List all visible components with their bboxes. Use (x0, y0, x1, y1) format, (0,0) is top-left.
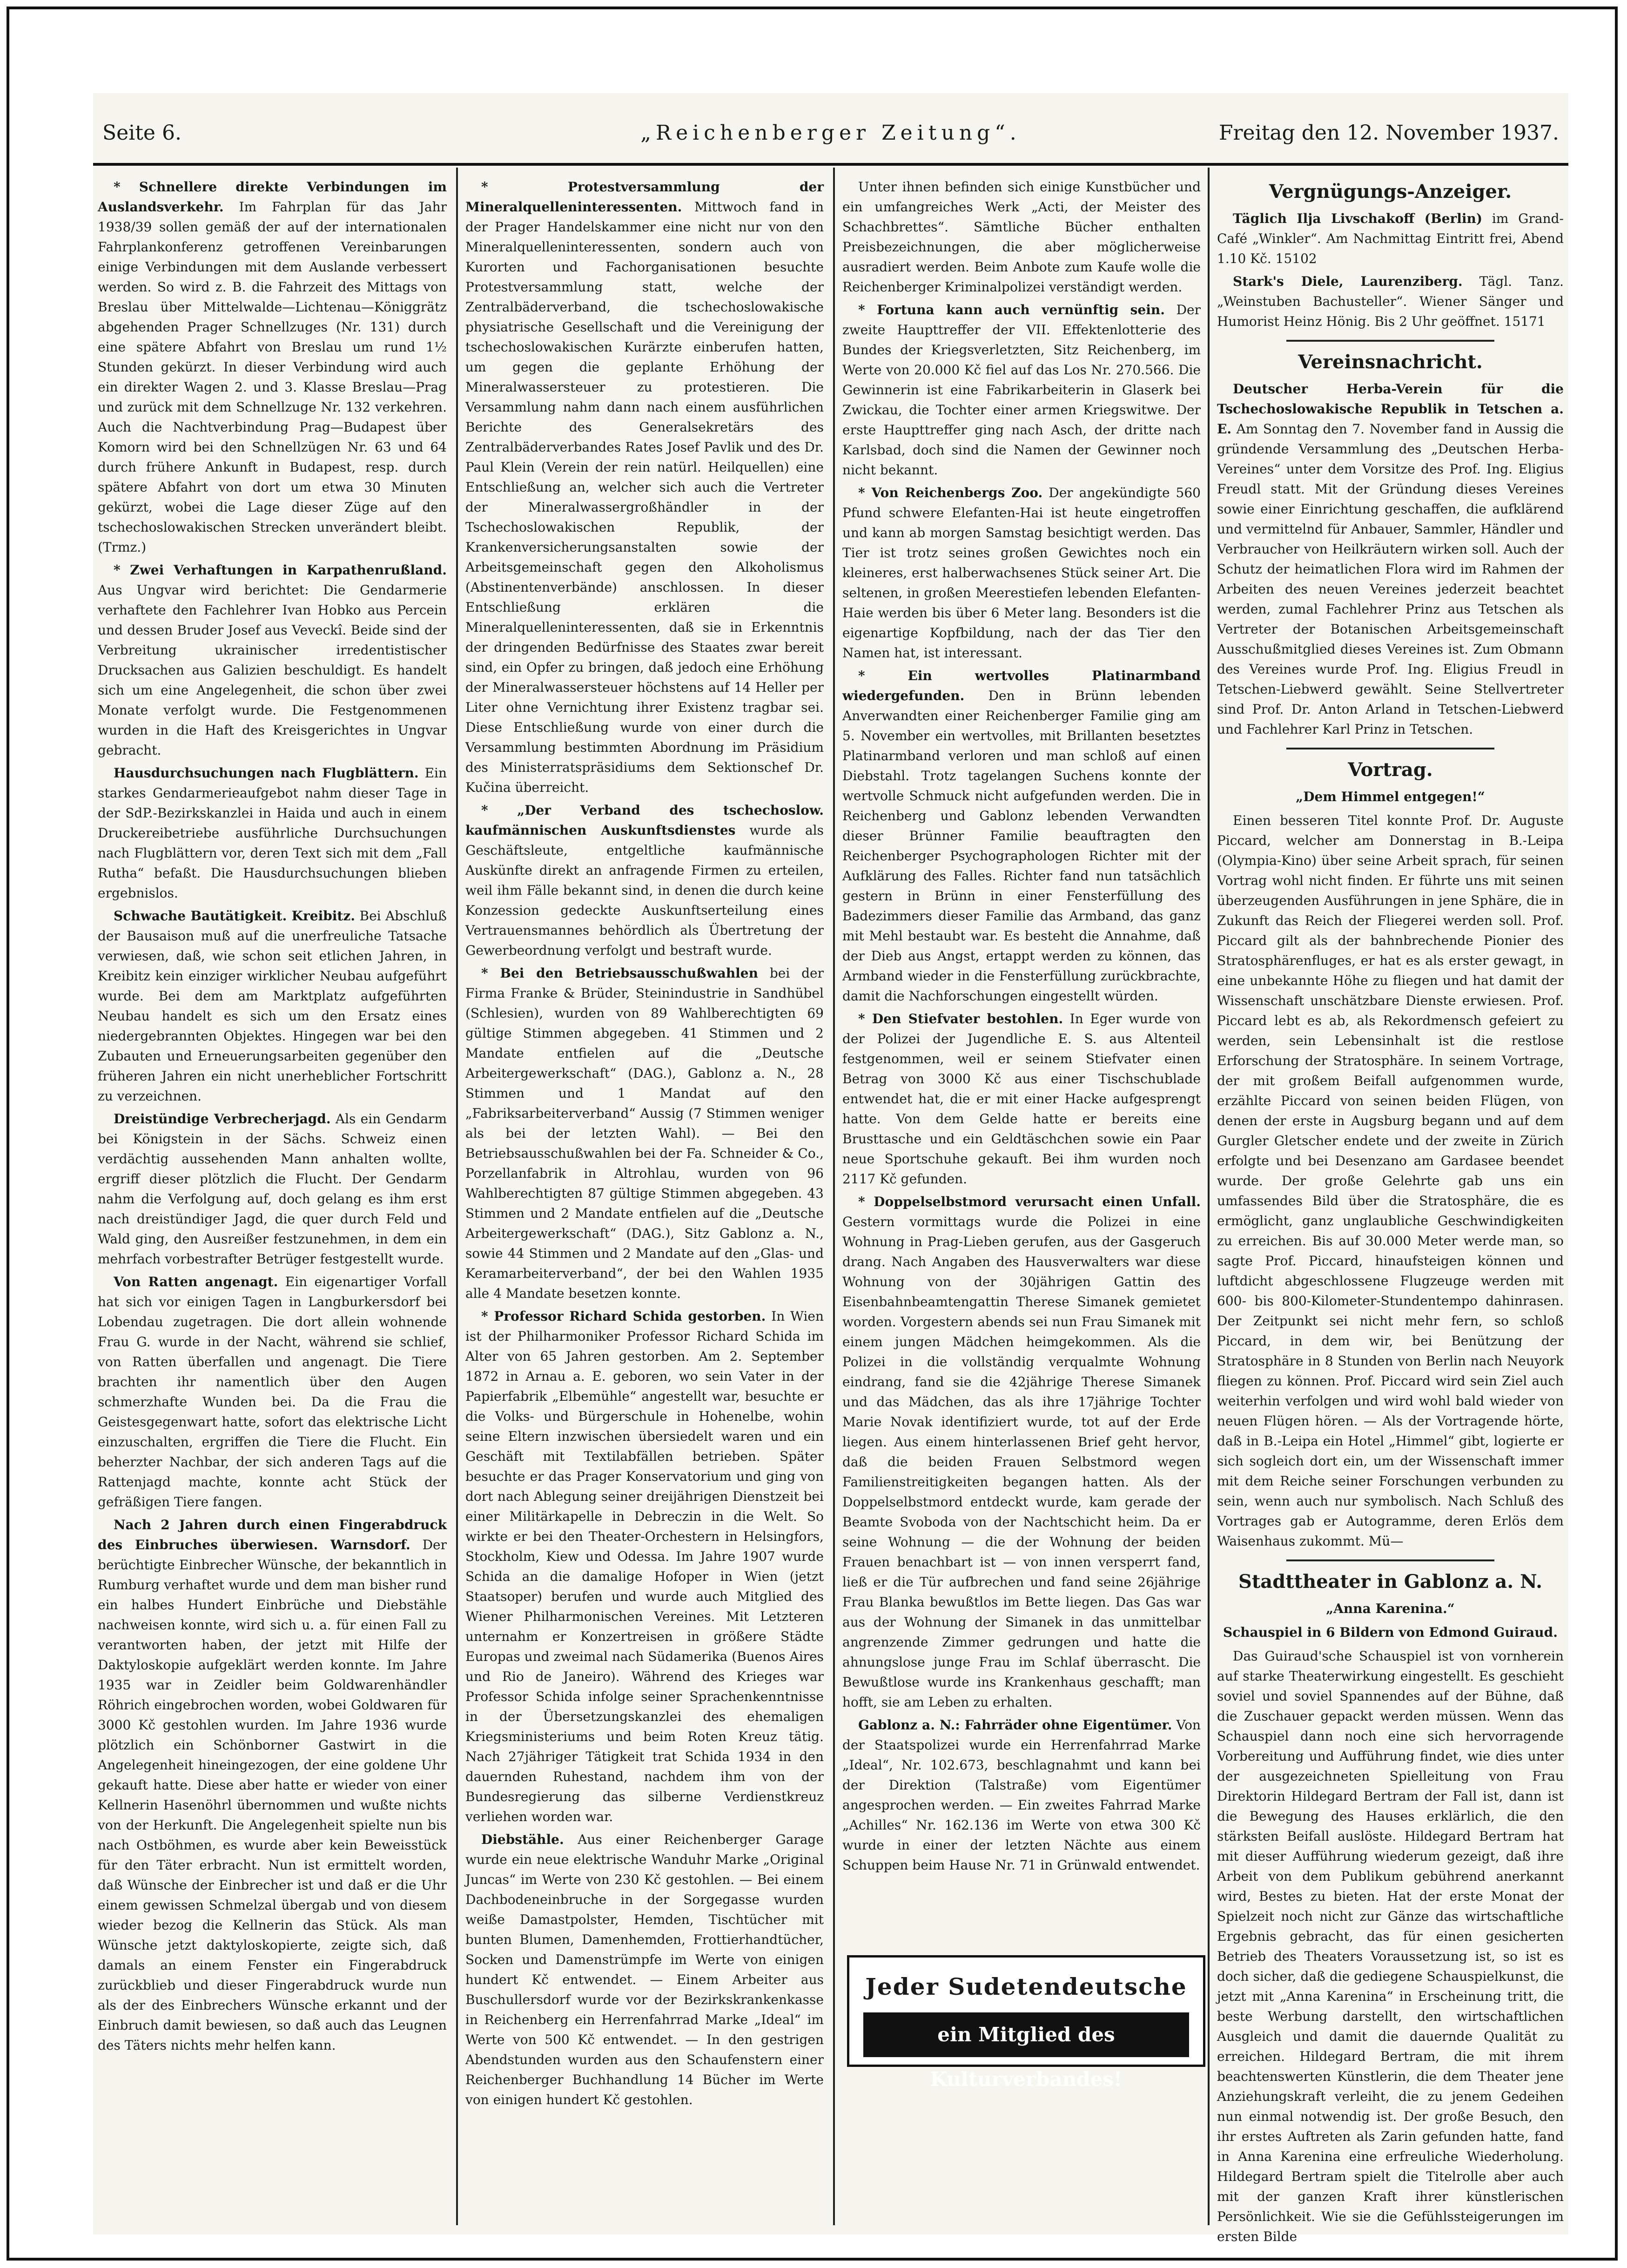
article (1217, 209, 1564, 269)
article (1217, 379, 1564, 739)
article (842, 1715, 1201, 1875)
article-headline: * Ein wertvolles Platinarmband wiedergefunden. (842, 668, 1201, 703)
column-1 (98, 177, 447, 2225)
article-headline: * Professor Richard Schida gestorben. (481, 1309, 766, 1324)
article-body: im Grand-Café „Winkler“. Am Nachmittag Eintritt frei, Abend 1.10 Kč. 15102 (1217, 211, 1564, 266)
newspaper-page (93, 93, 1568, 2244)
article-body: Aus Ungvar wird berichtet: Die Gendarmerie verhaftete den Fachlehrer Ivan Hobko aus Percein und dessen Bruder Josef aus Veveckî. Beide sind der Verbreitung ukrainischer irredentistischer Drucksachen aus Galizien beschuldigt. Es handelt sich um eine Angelegenheit, die schon über zwei Monate verfolgt wurde. Die Festgenommenen wurden in die Haft des Kreisgerichtes in Ungvar gebracht. (98, 582, 447, 758)
article-body: Tägl. Tanz. „Weinstuben Bachusteller“. Wiener Sänger und Humorist Heinz Hönig. Bis 2 Uhr geöffnet. 15171 (1217, 274, 1564, 329)
article-body: Bei Abschluß der Bausaison muß auf die unerfreuliche Tatsache verwiesen, daß, wie schon seit etlichen Jahren, in Kreibitz kein einziger wirklicher Neubau aufgeführt wurde. Bei dem am Marktplatz aufgeführten Neubau handelt es sich um den Ersatz eines niedergebrannten Objektes. Hingegen war bei den Zubauten und Erneuerungsarbeiten gegenüber den früheren Jahren ein nicht unerheblicher Fortschritt zu verzeichnen. (98, 908, 447, 1104)
article (842, 1009, 1201, 1189)
newspaper-title: „Reichenberger Zeitung“. (640, 121, 1021, 145)
article (465, 800, 824, 960)
theater-play-title: „Anna Karenina.“ (1326, 1601, 1455, 1616)
article-headline: Diebstähle. (481, 1832, 564, 1847)
article-body: wurde als Geschäftsleute, entgeltliche kaufmännische Auskünfte direkt an anfragende Firmen zu erteilen, weil ihm Fälle bekannt sind, in denen die durch keine Konzession gedeckte Auskunftserteilung eines Vertrauensmannes behördlich als Übertretung der Gewerbeordnung verfolgt und bestraft wurde. (465, 823, 824, 958)
article-body: bei der Firma Franke & Brüder, Steinindustrie in Sandhübel (Schlesien), wurden von 89 Wahlberechtigten 69 gültige Stimmen abgegeben. 41 Stimmen und 2 Mandate entfielen auf die „Deutsche Arbeitergewerkschaft“ (DAG.), Gablonz a. N., 28 Stimmen und 1 Mandat auf den „Fabriksarbeiterverband“ Aussig (7 Stimmen weniger als bei der letzten Wahl). — Bei den Betriebsausschußwahlen bei der Fa. Schneider & Co., Porzellanfabrik in Altrohlau, wurden von 96 Wahlberechtigten 87 gültige Stimmen abgegeben. 43 Stimmen und 2 Mandate entfielen auf die „Deutsche Arbeitergewerkschaft“ (DAG.), Sitz Gablonz a. N., sowie 44 Stimmen und 2 Mandate auf den „Glas- und Keramarbeiterverband“, der bei den Wahlen 1935 alle 4 Mandate besetzen konnte. (465, 965, 824, 1301)
article-body: Ein starkes Gendarmerieaufgebot nahm dieser Tage in der SdP.-Bezirkskanzlei in Haida und auch in einem Druckereibetriebe ausführliche Durchsuchungen nach Flugblättern vor, deren Text sich mit dem „Fall Rutha“ befaßt. Die Hausdurchsuchungen blieben ergebnislos. (98, 765, 447, 901)
article-body: Im Fahrplan für das Jahr 1938/39 sollen gemäß der auf der internationalen Fahrplankonferenz getroffenen Vereinbarungen einige Verbindungen mit dem Auslande verbessert werden. So wird z. B. die Fahrzeit des Mittags von Breslau über Mittelwalde—Lichtenau—Königgrätz abgehenden Prager Schnellzuges (Nr. 131) durch eine spätere Abfahrt von Breslau um rund 1½ Stunden gekürzt. In dieser Verbindung wird auch ein direkter Wagen 2. und 3. Klasse Breslau—Prag und zurück mit dem Schnellzuge Nr. 132 verkehren. Auch die Nachtverbindung Prag—Budapest über Komorn wird bei den Schnellzügen Nr. 63 und 64 durch frühere Ankunft in Budapest, resp. durch spätere Abfahrt von dort um etwa 30 Minuten gekürzt, wobei die Lage dieser Züge auf den tschechoslowakischen Strecken unverändert bleibt. (Trmz.) (98, 199, 447, 555)
article-headline: Von Ratten angenagt. (114, 1274, 278, 1289)
article-headline: * Doppelselbstmord verursacht einen Unfall. (858, 1194, 1201, 1209)
article (465, 177, 824, 797)
article-body: Gestern vormittags wurde die Polizei in eine Wohnung in Prag-Lieben gerufen, aus der Gasgeruch drang. Nach Angaben des Hausverwalters war diese Wohnung von der 30jährigen Gattin des Eisenbahnbeamtengattin Therese Simanek gemietet worden. Vorgestern abends sei nun Frau Simanek mit einem jungen Mädchen heimgekommen. Als die Polizei in die vollständig verqualmte Wohnung eindrang, fand sie die 42jährige Therese Simanek und das Mädchen, das als ihre 17jährige Tochter Marie Novak identifiziert wurde, tot auf der Erde liegen. Aus einem hinterlassenen Brief geht hervor, daß die beiden Frauen Selbstmord wegen Familienstreitigkeiten begangen hatten. Als der Doppelselbstmord entdeckt wurde, kam gerade der Beamte Svoboda von der Nachtschicht heim. Da er seine Wohnung — die der Wohnung der beiden Frauen benachbart ist — von innen versperrt fand, ließ er die Tür aufbrechen und fand seine 26jährige Frau Blanka bewußtlos im Bette liegen. Das Gas war aus der Wohnung der Simanek in das unmittelbar angrenzende Zimmer gedrungen und hatte die ahnungslose junge Frau im Schlaf überrascht. Die Bewußtlose wurde ins Krankenhaus geschafft; man hofft, sie am Leben zu erhalten. (842, 1214, 1201, 1710)
article-headline: Stark's Diele, Laurenziberg. (1233, 274, 1463, 289)
ad-text-2: ein Mitglied des Kulturverbandes! (863, 2012, 1189, 2057)
article-headline: Nach 2 Jahren durch einen Fingerabdruck des Einbruches überwiesen. Warnsdorf. (98, 1517, 447, 1552)
ad-text-1: Jeder Sudetendeutsche (865, 1973, 1187, 2000)
article-body: Der berüchtigte Einbrecher Wünsche, der bekanntlich in Rumburg verhaftet wurde und dem man bisher rund ein halbes Hundert Einbrüche und Diebstähle nachweisen konnte, wird sich u. a. für einen Fall zu verantworten haben, der jetzt mit Hilfe der Daktyloskopie aufgeklärt werden konnte. Im Jahre 1935 war in Zeidler beim Goldwarenhändler Röhrich eingebrochen worden, wobei Goldwaren für 3000 Kč gestohlen wurden. Im Jahre 1936 wurde plötzlich ein Schönborner Gastwirt in die Angelegenheit hineingezogen, der eine goldene Uhr gekauft hatte. Diese aber hatte er wieder von einer Kellnerin Hasenöhrl übernommen und wußte nichts von der Herkunft. Die Angelegenheit spielte nun bis nach Ostböhmen, es wurde aber kein Beweisstück für den Täter erbracht. Nun ist ermittelt worden, daß Wünsche der Einbrecher ist und daß er die Uhr einem gewissen Schmelzal übergab und von diesem wieder bezog die Kellnerin das Stück. Als man Wünsche jetzt daktyloskopierte, zeigte sich, daß damals an einem Fenster ein Fingerabdruck zurückblieb und dieser Fingerabdruck wurde nun als der des Einbrechers Wünsche erkannt und der Einbruch damit bewiesen, so daß auch das Leugnen des Täters nichts mehr helfen kann. (98, 1537, 447, 2053)
lecture-text: Einen besseren Titel konnte Prof. Dr. Auguste Piccard, welcher am Donnerstag in B.-Leipa (Olympia-Kino) über seine Arbeit sprach, für seinen Vortrag wohl nicht finden. Er führte uns mit seinen überzeugenden Ausführungen in jene Sphäre, die in Zukunft das Reich der Fliegerei werden soll. Prof. Piccard gilt als der bahnbrechende Pionier des Stratosphärenfluges, er hat es als erster gewagt, in eine unbekannte Höhe zu fliegen und hat damit der Wissenschaft unschätzbare Dienste erwiesen. Prof. Piccard lebt es ab, als Rekordmensch gefeiert zu werden, sein Lebensinhalt ist die restlose Erforschung der Stratosphäre. In seinem Vortrage, der mit großem Beifall aufgenommen wurde, erzählte Piccard von seinen beiden Flügen, von denen der erste in Augsburg begann und auf dem Gurgler Gletscher endete und der zweite in Zürich erfolgte und bei Desenzano am Gardasee beendet wurde. Der große Gelehrte gab uns ein umfassendes Bild über die Stratosphäre, die es ermöglicht, ganz unglaubliche Geschwindigkeiten zu erreichen. Bis auf 30.000 Meter werde man, so sagte Prof. Piccard, hinaufsteigen können und luftdicht abgeschlossene Flugzeuge werden mit 600- bis 800-Kilometer-Stundentempo dahinrasen. Der Zeitpunkt sei nicht mehr fern, so schloß Piccard, in dem wir, bei Benützung der Stratosphäre in 8 Stunden von Berlin nach Neuyork fliegen zu können. Prof. Piccard wird sein Ziel auch weiterhin verfolgen und wird wohl bald wieder von neuen Flügen hören. — Als der Vortragende hörte, daß in B.-Leipa ein Hotel „Himmel“ gibt, logierte er sich sogleich dort ein, um der Wissenschaft immer mit dem Reiche seiner Forschungen verbunden zu sein, wenn auch nur symbolisch. Nach Schluß des Vortrages gab er Autogramme, deren Erlös dem Waisenhaus zukommt. Mü— (1217, 813, 1564, 1549)
article (98, 1515, 447, 2055)
column-2 (465, 177, 824, 2225)
article-body: Am Sonntag den 7. November fand in Aussig die gründende Versammlung des „Deutschen Herba-Vereines“ unter dem Vorsitze des Prof. Ing. Eligius Freudl statt. Mit der Gründung dieses Vereines sowie einer Einrichtung geschaffen, die aufklärend und vermittelnd für Anbauer, Sammler, Händler und Verbraucher von Heilkräutern wirken soll. Auch der Schutz der heimatlichen Flora wird im Rahmen der Arbeiten des neuen Vereines jederzeit beachtet werden, zumal Fachlehrer Prinz aus Tetschen als Vertreter der Botanischen Arbeitsgemeinschaft Ausschußmitglied dieses Vereines ist. Zum Obmann des Vereines wurde Prof. Ing. Eligius Freudl in Tetschen-Liebwerd gewählt. Seine Stellvertreter sind Prof. Dr. Anton Arland in Tetschen-Liebwerd und Fachlehrer Karl Prinz in Tetschen. (1217, 421, 1564, 737)
article-headline: * Protestversammlung der Mineralquelleninteressenten. (465, 179, 824, 215)
article (465, 963, 824, 1303)
article-body: Unter ihnen befinden sich einige Kunstbücher und ein umfangreiches Werk „Acti, der Meister des Schachbrettes“. Sämtliche Bücher enthalten Preisbezeichnungen, die aber möglicherweise ausradiert werden. Beim Anbote zum Kaufe wolle die Reichenberger Kriminalpolizei verständigt werden. (842, 179, 1201, 295)
article-body: Ein eigenartiger Vorfall hat sich vor einigen Tagen in Langburkersdorf bei Lobendau zugetragen. Die dort allein wohnende Frau G. wurde in der Nacht, während sie schlief, von Ratten überfallen und angenagt. Die Tiere brachten ihr namentlich über den Augen schmerzhafte Wunden bei. Da die Frau die Geistesgegenwart hatte, sofort das elektrische Licht einzuschalten, ergriffen die Tiere die Flucht. Ein beherzter Nachbar, der sich anderen Tags auf die Rattenjagd machte, konnte acht Stück der gefräßigen Tiere fangen. (98, 1274, 447, 1510)
article (98, 763, 447, 903)
article (465, 1829, 824, 2110)
ad-line-1 (849, 1966, 1203, 2008)
article (98, 1109, 447, 1269)
theater-play-subtitle: Schauspiel in 6 Bildern von Edmond Guiraud. (1223, 1625, 1558, 1640)
theater-review-text: Das Guiraud'sche Schauspiel ist von vornherein auf starke Theaterwirkung eingestellt. Es geschieht soviel und soviel Spannendes auf der Bühne, daß die Zuschauer gepackt werden müssen. Wenn das Schauspiel dann noch eine sich hervorragende Vorbereitung und Aufführung findet, wie dies unter der ausgezeichneten Spielleitung von Frau Direktorin Hildegard Bertram der Fall ist, dann ist die Bewegung des Hauses erklärlich, die den stärksten Beifall auslöste. Hildegard Bertram hat mit dieser Aufführung wiederum gezeigt, daß ihre Arbeit von dem Publikum gebührend anerkannt wird, Bestes zu bieten. Hat der erste Monat der Spielzeit noch nicht zur Gänze das wirtschaftliche Ergebnis gebracht, das für einen gesicherten Betrieb des Theaters Voraussetzung ist, so ist es doch sicher, daß die gediegene Schauspielkunst, die jetzt mit „Anna Karenina“ in Erscheinung tritt, die beste Werbung darstellt, den wirtschaftlichen Ausgleich und damit die dauernde Qualität zu erreichen. Hildegard Bertram, die mit ihrem beachtenswerten Künstlerin, die dem Theater jene Anziehungskraft verleiht, die zu jenem Gedeihen nun einmal notwendig ist. Der große Besuch, den ihr erstes Auftreten als Zarin gefunden hatte, fand in Anna Karenina eine erfreuliche Wiederholung. Hildegard Bertram spielt die Titelrolle aber auch mit der ganzen Kraft ihrer künstlerischen Persönlichkeit. Wie sie die Gefühlssteigerungen im ersten Bilde (1217, 1648, 1564, 2244)
article-headline: * Zwei Verhaftungen in Karpathenrußland. (114, 562, 447, 578)
article-body: Der zweite Haupttreffer der VII. Effektenlotterie des Bundes der Kriegsverletzten, Sitz Reichenberg, im Werte von 20.000 Kč fiel auf das Los Nr. 270.566. Die Gewinnerin ist eine Fabrikarbeiterin in Glaserk bei Zwickau, die Tochter einer armen Kriegswitwe. Der erste Haupttreffer ging nach Asch, der dritte nach Karlsbad, doch sind die Namen der Gewinner noch nicht bekannt. (842, 302, 1201, 478)
article-body: Mittwoch fand in der Prager Handelskammer eine nicht nur von den Mineralquelleninteressenten, sondern auch von Kurorten und Fachorganisationen besuchte Protestversammlung statt, welche der Zentralbäderverband, die tschechoslowakische physiatrische Gesellschaft und die Vereinigung der tschechoslowakischen Kurärzte einberufen hatten, um gegen die geplante Erhöhung der Mineralwassersteuer zu protestieren. Die Versammlung nahm dann nach einem ausführlichen Berichte des Generalsekretärs des Zentralbäderverbandes Rates Josef Pavlik und des Dr. Paul Klein (Verein der rein natürl. Heilquellen) eine Entschließung an, welcher sich auch die Vertreter der Mineralwassergroßhändler in der Tschechoslowakischen Republik, der Krankenversicherungsanstalten sowie der Arbeitsgemeinschaft gegen den Alkoholismus (Abstinentenverbände) anschlossen. In dieser Entschließung erklären die Mineralquelleninteressenten, daß sie in Erkenntnis der dringenden Bedürfnisse des Staates zwar bereit sind, ein Opfer zu bringen, daß jedoch eine Erhöhung der Mineralwassersteuer höchstens auf 14 Heller per Liter ohne Vernichtung ihrer Existenz tragbar sei. Diese Entschließung wurde von einer durch die Versammlung bestimmten Abordnung im Präsidium des Ministerratspräsidiums dem Sektionschef Dr. Kučina überreicht. (465, 199, 824, 795)
article (98, 1272, 447, 1512)
article-body: In Wien ist der Philharmoniker Professor Richard Schida im Alter von 65 Jahren gestorben. Am 2. September 1872 in Arnau a. E. geboren, wo sein Vater in der Papierfabrik „Elbemühle“ angestellt war, besuchte er die Volks- und Bürgerschule in Hohenelbe, wohin seine Eltern inzwischen übersiedelt waren und ein Geschäft mit Textilabfällen betrieben. Später besuchte er das Prager Konservatorium und ging von dort nach Ablegung seiner dreijährigen Dienstzeit bei einer Militärkapelle in Debreczin in die Welt. So wirkte er bei den Theater-Orchestern in Helsingfors, Stockholm, Kiew und Odessa. Im Jahre 1907 wurde Schida an die damalige Hofoper in Wien (jetzt Staatsoper) berufen und wurde auch Mitglied des Wiener Philharmonischen Vereines. Mit Letzteren unternahm er Konzertreisen in größere Städte Europas und zweimal nach Südamerika (Buenos Aires und Rio de Janeiro). Während des Krieges war Professor Schida infolge seiner Sprachenkenntnisse in der Übersetzungskanzlei des ehemaligen Kriegsministeriums und beim Roten Kreuz tätig. Nach 27jähriger Tätigkeit trat Schida 1934 in den dauernden Ruhestand, nachdem ihm von der Bundesregierung das silberne Verdienstkreuz verliehen worden war. (465, 1309, 824, 1824)
column-3 (842, 177, 1201, 1946)
lecture-subtitle: „Dem Himmel entgegen!“ (1296, 789, 1485, 804)
lecture-heading: Vortrag. (1348, 759, 1433, 781)
column-divider (833, 168, 835, 2225)
issue-date: Freitag den 12. November 1937. (1218, 121, 1559, 145)
section-rule (1286, 1559, 1494, 1561)
article-headline: * Fortuna kann auch vernünftig sein. (858, 302, 1165, 317)
article-headline: Hausdurchsuchungen nach Flugblättern. (114, 765, 419, 781)
column-4 (1217, 177, 1564, 2244)
kulturverband-ad (847, 1955, 1205, 2091)
section-rule (1286, 340, 1494, 342)
article (1217, 271, 1564, 331)
article (842, 1192, 1201, 1712)
article (98, 177, 447, 557)
article-headline: Täglich Ilja Livschakoff (Berlin) (1233, 211, 1483, 226)
article-body: Als ein Gendarm bei Königstein in der Sächs. Schweiz einen verdächtig aussehenden Mann anhalten wollte, ergriff dieser plötzlich die Flucht. Der Gendarm nahm die Verfolgung auf, doch gelang es ihm erst nach dreistündiger Jagd, die quer durch Feld und Wald ging, den Ausreißer festzunehmen, in dem ein mehrfach vorbestrafter Betrüger festgestellt wurde. (98, 1111, 447, 1267)
page-number: Seite 6. (102, 121, 182, 145)
article-body: Von der Staatspolizei wurde ein Herrenfahrrad Marke „Ideal“, Nr. 102.673, beschlagnahmt und kann bei der Direktion (Talstraße) vom Eigentümer angesprochen werden. — Ein zweites Fahrrad Marke „Achilles“ Nr. 162.136 im Werte von etwa 300 Kč wurde in einer der letzten Nächte aus einem Schuppen beim Hause Nr. 71 in Grünwald entwendet. (842, 1717, 1201, 1873)
article-body: Den in Brünn lebenden Anverwandten einer Reichenberger Familie ging am 5. November ein wertvolles, mit Brillanten besetztes Platinarmband verloren und man schloß auf einen Diebstahl. Trotz tagelangen Suchens konnte der wertvolle Schmuck nicht aufgefunden werden. Die in Reichenberg und Gablonz lebenden Verwandten dieser Brünner Familie beauftragten den Reichenberger Psychographologen Richter mit der Aufklärung des Falles. Richter fand nun tatsächlich gestern in Brünn in einer Fensterfüllung des Badezimmers dieser Familie das Armband, das ganz mit Mehl bestaubt war. Es besteht die Annahme, daß der Dieb aus Angst, ertappt werden zu können, das Armband wieder in die Fensterfüllung zurückbrachte, damit die Nachforschungen eingestellt würden. (842, 688, 1201, 1004)
article (98, 906, 447, 1106)
article-headline: Gablonz a. N.: Fahrräder ohne Eigentümer. (858, 1717, 1172, 1733)
article-headline: * Den Stiefvater bestohlen. (858, 1011, 1063, 1026)
article (98, 560, 447, 760)
article-headline: * Bei den Betriebsausschußwahlen (481, 965, 758, 981)
header-rule (93, 163, 1568, 166)
column-divider (1208, 168, 1210, 2225)
page-header (93, 112, 1568, 158)
article (465, 1306, 824, 1827)
column-divider (456, 168, 458, 2225)
article-headline: * „Der Verband des tschechoslow. kaufmännischen Auskunftsdienstes (465, 803, 824, 838)
article-body: Aus einer Reichenberger Garage wurde ein neue elektrische Wanduhr Marke „Original Juncas“ im Werte von 230 Kč gestohlen. — Bei einem Dachbodeneinbruche in der Sorgegasse wurden weiße Damastpolster, Hemden, Tischtücher mit bunten Blumen, Damenhemden, Frottierhandtücher, Socken und Damenstrümpfe im Werte von einigen hundert Kč entwendet. — Einem Arbeiter aus Buschullersdorf wurde vor der Bezirkskrankenkasse in Reichenberg ein Herrenfahrrad Marke „Ideal“ im Werte von 500 Kč entwendet. — In den gestrigen Abendstunden wurden aus den Schaufenstern einer Reichenberger Buchhandlung 14 Bücher im Werte von einigen hundert Kč gestohlen. (465, 1832, 824, 2107)
article-headline: Schwache Bautätigkeit. Kreibitz. (114, 908, 356, 924)
theater-heading: Stadttheater in Gablonz a. N. (1238, 1571, 1543, 1593)
section-rule (1286, 748, 1494, 749)
article-headline: Dreistündige Verbrecherjagd. (114, 1111, 331, 1127)
entertainment-heading: Vergnügungs-Anzeiger. (1269, 181, 1512, 202)
article-body: In Eger wurde von der Polizei der Jugendliche E. S. aus Altenteil festgenommen, weil er seinem Stiefvater einen Betrag von 3000 Kč aus einer Tischschublade entwendet hat, die er mit einer Hacke aufgesprengt hatte. Von dem Gelde hatte er bereits eine Brusttasche und ein Geldtäschchen sowie ein Paar neue Sportschuhe gekauft. Bei ihm wurden noch 2117 Kč gefunden. (842, 1011, 1201, 1187)
article (842, 300, 1201, 480)
article-body: Der angekündigte 560 Pfund schwere Elefanten-Hai ist heute eingetroffen und kann ab morgen Samstag besichtigt werden. Das Tier ist trotz seines großen Gewichtes noch ein kleineres, erst halberwachsenes Stück seiner Art. Die seltenen, in großen Meerestiefen lebenden Elefanten-Haie werden bis über 6 Meter lang. Besonders ist die eigenartige Kopfbildung, nach der das Tier den Namen hat, ist interessant. (842, 485, 1201, 661)
club-news-heading: Vereinsnachricht. (1298, 351, 1483, 373)
article-headline: * Von Reichenbergs Zoo. (858, 485, 1043, 500)
article-headline: * Schnellere direkte Verbindungen im Auslandsverkehr. (98, 179, 447, 215)
article-headline: Deutscher Herba-Verein für die Tschechoslowakische Republik in Tetschen a. E. (1217, 381, 1564, 437)
article (842, 177, 1201, 297)
article (842, 666, 1201, 1006)
article (842, 483, 1201, 663)
